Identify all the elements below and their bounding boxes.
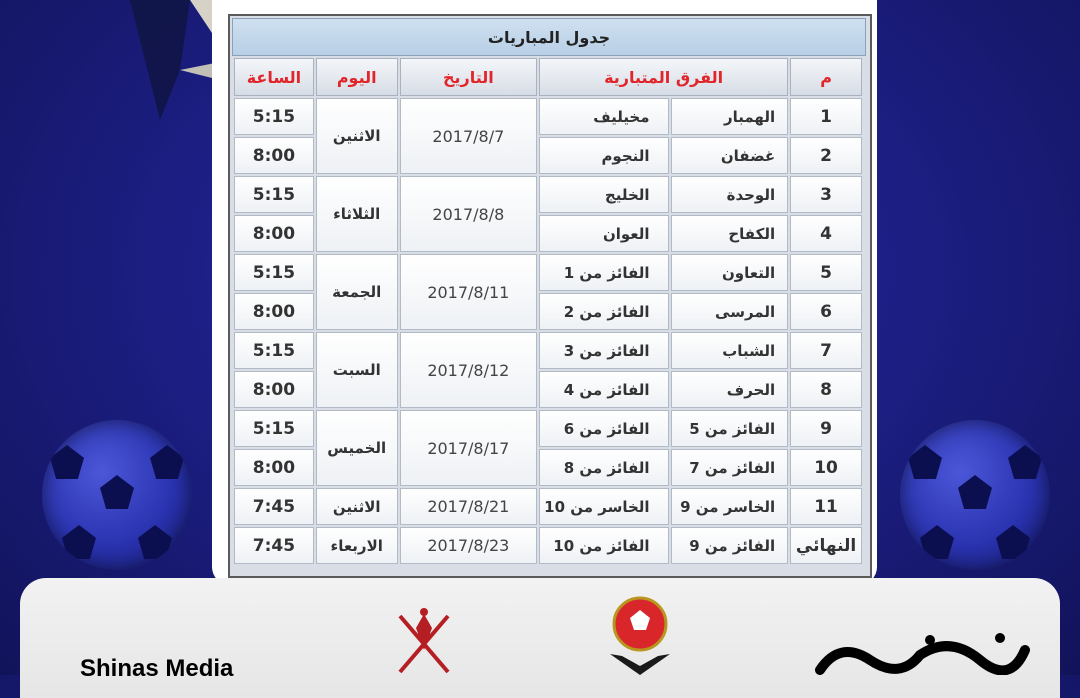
match-time: 5:15	[234, 410, 314, 447]
match-time: 7:45	[234, 488, 314, 525]
match-time: 5:15	[234, 98, 314, 135]
match-date: 2017/8/8	[400, 176, 537, 252]
table-header-row	[234, 58, 862, 96]
table-row	[234, 98, 862, 135]
home-team: الحرف	[671, 371, 789, 408]
football-decoration-right	[900, 420, 1050, 570]
away-team: الفائز من 1	[539, 254, 668, 291]
away-team: العوان	[539, 215, 668, 252]
home-team: الشباب	[671, 332, 789, 369]
match-schedule-table	[232, 56, 864, 566]
match-time: 8:00	[234, 371, 314, 408]
match-number: 7	[790, 332, 862, 369]
match-time: 8:00	[234, 215, 314, 252]
match-number: النهائي	[790, 527, 862, 564]
match-number: 11	[790, 488, 862, 525]
football-decoration-left	[42, 420, 192, 570]
header-teams: الفرق المتبارية	[539, 58, 788, 96]
match-number: 3	[790, 176, 862, 213]
match-time: 5:15	[234, 332, 314, 369]
match-date: 2017/8/11	[400, 254, 537, 330]
match-date: 2017/8/23	[400, 527, 537, 564]
home-team: الكفاح	[671, 215, 789, 252]
crossed-swords-emblem-icon	[392, 606, 456, 675]
home-team: المرسى	[671, 293, 789, 330]
home-team: الوحدة	[671, 176, 789, 213]
table-row	[234, 527, 862, 564]
brand-calligraphy-logo	[810, 630, 1030, 675]
match-day: الاثنين	[316, 98, 398, 174]
table-row	[234, 254, 862, 291]
home-team: الفائز من 7	[671, 449, 789, 486]
schedule-caption: جدول المباريات	[232, 18, 866, 56]
match-day: الخميس	[316, 410, 398, 486]
match-number: 9	[790, 410, 862, 447]
away-team: الفائز من 4	[539, 371, 668, 408]
match-time: 7:45	[234, 527, 314, 564]
football-cup-logo-icon	[600, 596, 680, 675]
table-row	[234, 176, 862, 213]
match-number: 1	[790, 98, 862, 135]
away-team: الفائز من 10	[539, 527, 668, 564]
match-time: 8:00	[234, 137, 314, 174]
match-date: 2017/8/21	[400, 488, 537, 525]
away-team: النجوم	[539, 137, 668, 174]
table-row	[234, 488, 862, 525]
match-time: 5:15	[234, 254, 314, 291]
match-time: 8:00	[234, 449, 314, 486]
table-row	[234, 332, 862, 369]
away-team: الخاسر من 10	[539, 488, 668, 525]
away-team: الفائز من 8	[539, 449, 668, 486]
match-day: الاثنين	[316, 488, 398, 525]
match-number: 4	[790, 215, 862, 252]
match-number: 6	[790, 293, 862, 330]
home-team: الخاسر من 9	[671, 488, 789, 525]
match-time: 5:15	[234, 176, 314, 213]
header-number: م	[790, 58, 862, 96]
home-team: الفائز من 9	[671, 527, 789, 564]
away-team: مخيليف	[539, 98, 668, 135]
match-time: 8:00	[234, 293, 314, 330]
away-team: الخليج	[539, 176, 668, 213]
home-team: الهمبار	[671, 98, 789, 135]
header-date: التاريخ	[400, 58, 537, 96]
match-number: 8	[790, 371, 862, 408]
match-number: 2	[790, 137, 862, 174]
home-team: غضفان	[671, 137, 789, 174]
match-number: 10	[790, 449, 862, 486]
header-time: الساعة	[234, 58, 314, 96]
brand-name: Shinas Media	[80, 655, 234, 682]
table-row	[234, 410, 862, 447]
away-team: الفائز من 3	[539, 332, 668, 369]
home-team: التعاون	[671, 254, 789, 291]
match-number: 5	[790, 254, 862, 291]
match-date: 2017/8/17	[400, 410, 537, 486]
home-team: الفائز من 5	[671, 410, 789, 447]
away-team: الفائز من 2	[539, 293, 668, 330]
match-day: الثلاثاء	[316, 176, 398, 252]
match-date: 2017/8/12	[400, 332, 537, 408]
match-day: السبت	[316, 332, 398, 408]
header-day: اليوم	[316, 58, 398, 96]
match-date: 2017/8/7	[400, 98, 537, 174]
match-day: الجمعة	[316, 254, 398, 330]
away-team: الفائز من 6	[539, 410, 668, 447]
match-day: الاربعاء	[316, 527, 398, 564]
